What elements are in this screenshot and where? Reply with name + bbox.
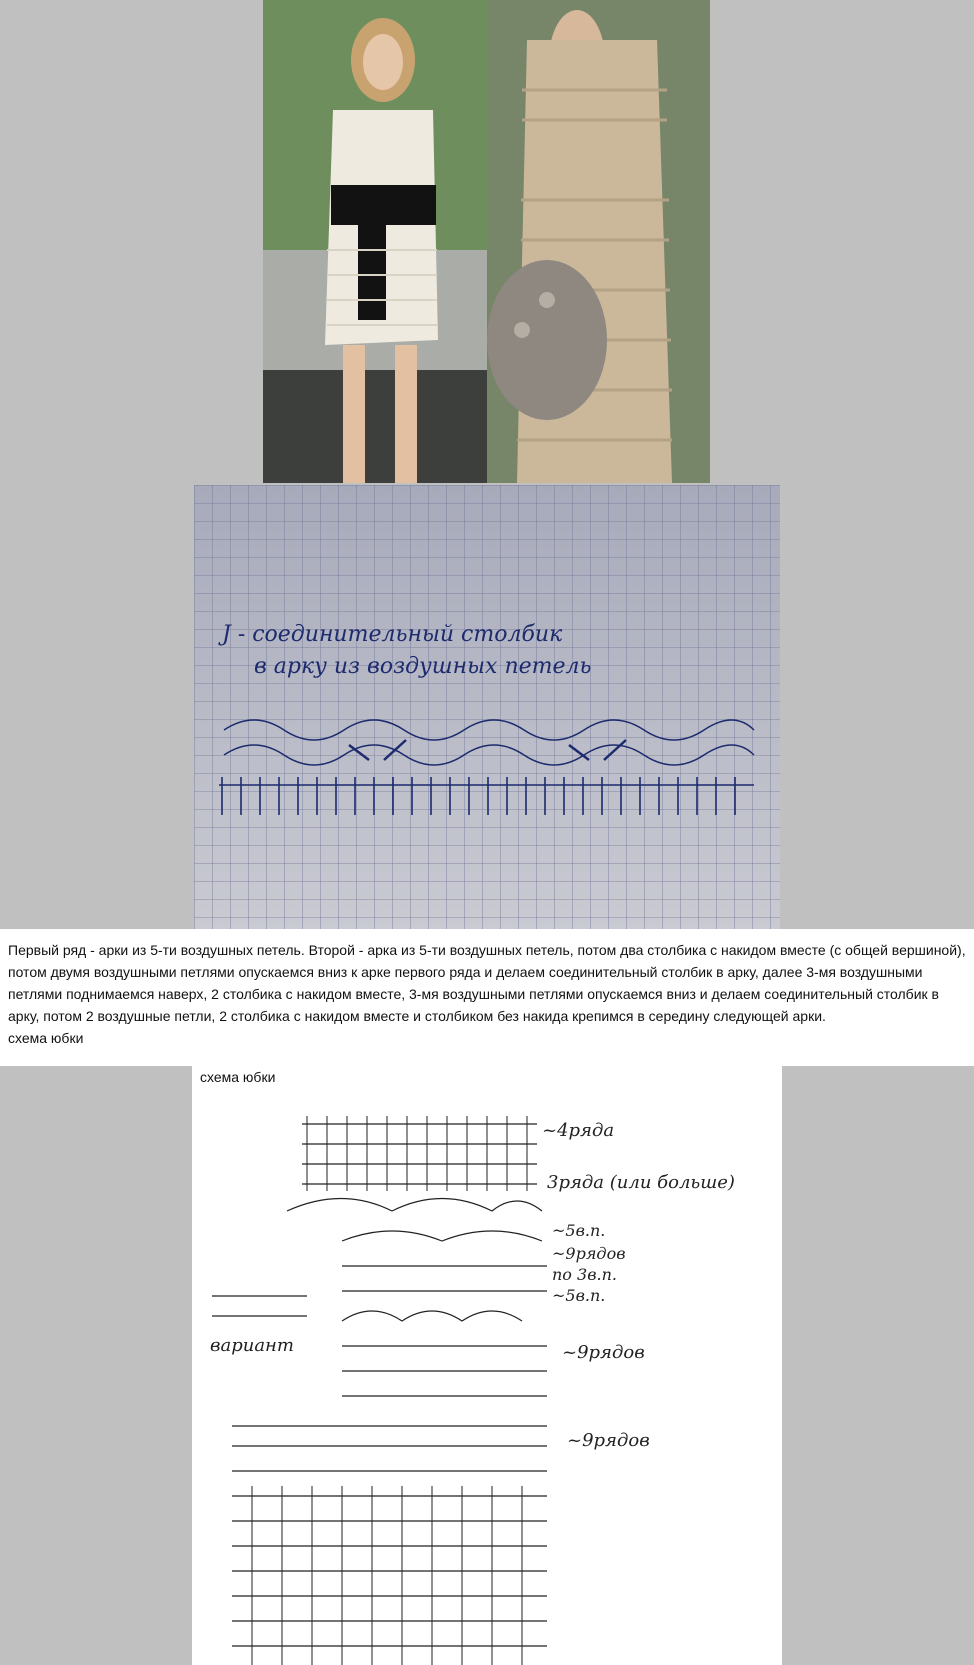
skirt-scheme-svg	[192, 1066, 782, 1665]
scheme-note-7: ~9рядов	[562, 1342, 645, 1363]
skirt-scheme	[192, 1066, 782, 1665]
scheme-note-4: ~9рядов	[552, 1244, 626, 1263]
grid-note-line2: в арку из воздушных петель	[254, 654, 592, 679]
scheme-note-5: по 3в.п.	[552, 1265, 617, 1284]
description-caption: схема юбки	[8, 1030, 84, 1046]
scheme-rows-top	[302, 1124, 537, 1184]
scheme-note-8: ~9рядов	[567, 1430, 650, 1451]
grid-note-line1: J - соединительный столбик	[222, 622, 563, 647]
photo-white-dress	[263, 0, 487, 483]
scheme-note-1: ~4ряда	[542, 1120, 615, 1141]
photo-beige-dress	[487, 0, 710, 483]
scheme-note-3: ~5в.п.	[552, 1221, 606, 1240]
scheme-caption: схема юбки	[200, 1069, 276, 1085]
grid-diagram-svg	[194, 485, 780, 929]
scheme-note-6: ~5в.п.	[552, 1286, 606, 1305]
description-block	[0, 929, 974, 1066]
grid-paper-diagram	[194, 485, 780, 929]
dress-photos	[263, 0, 710, 483]
scheme-variant-label: вариант	[210, 1335, 294, 1356]
description-paragraph: Первый ряд - арки из 5-ти воздушных петель. Второй - арка из 5-ти воздушных петель, потом два столбика с накидом вместе (с общей вершиной), потом двумя воздушными петлями опускаемся вниз к арке первого ряда и делаем соединительный столбик в арку, далее 3-мя воздушными петлями поднимаемся наверх, 2 столбика с накидом вместе, 3-мя воздушными петлями опускаемся вниз и делаем соединительный столбик в арку, потом 2 воздушные петли, 2 столбика с накидом вместе и столбиком без накида крепимся в середину следующей арки.	[8, 942, 966, 1024]
scheme-note-2: 3ряда (или больше)	[547, 1172, 735, 1193]
